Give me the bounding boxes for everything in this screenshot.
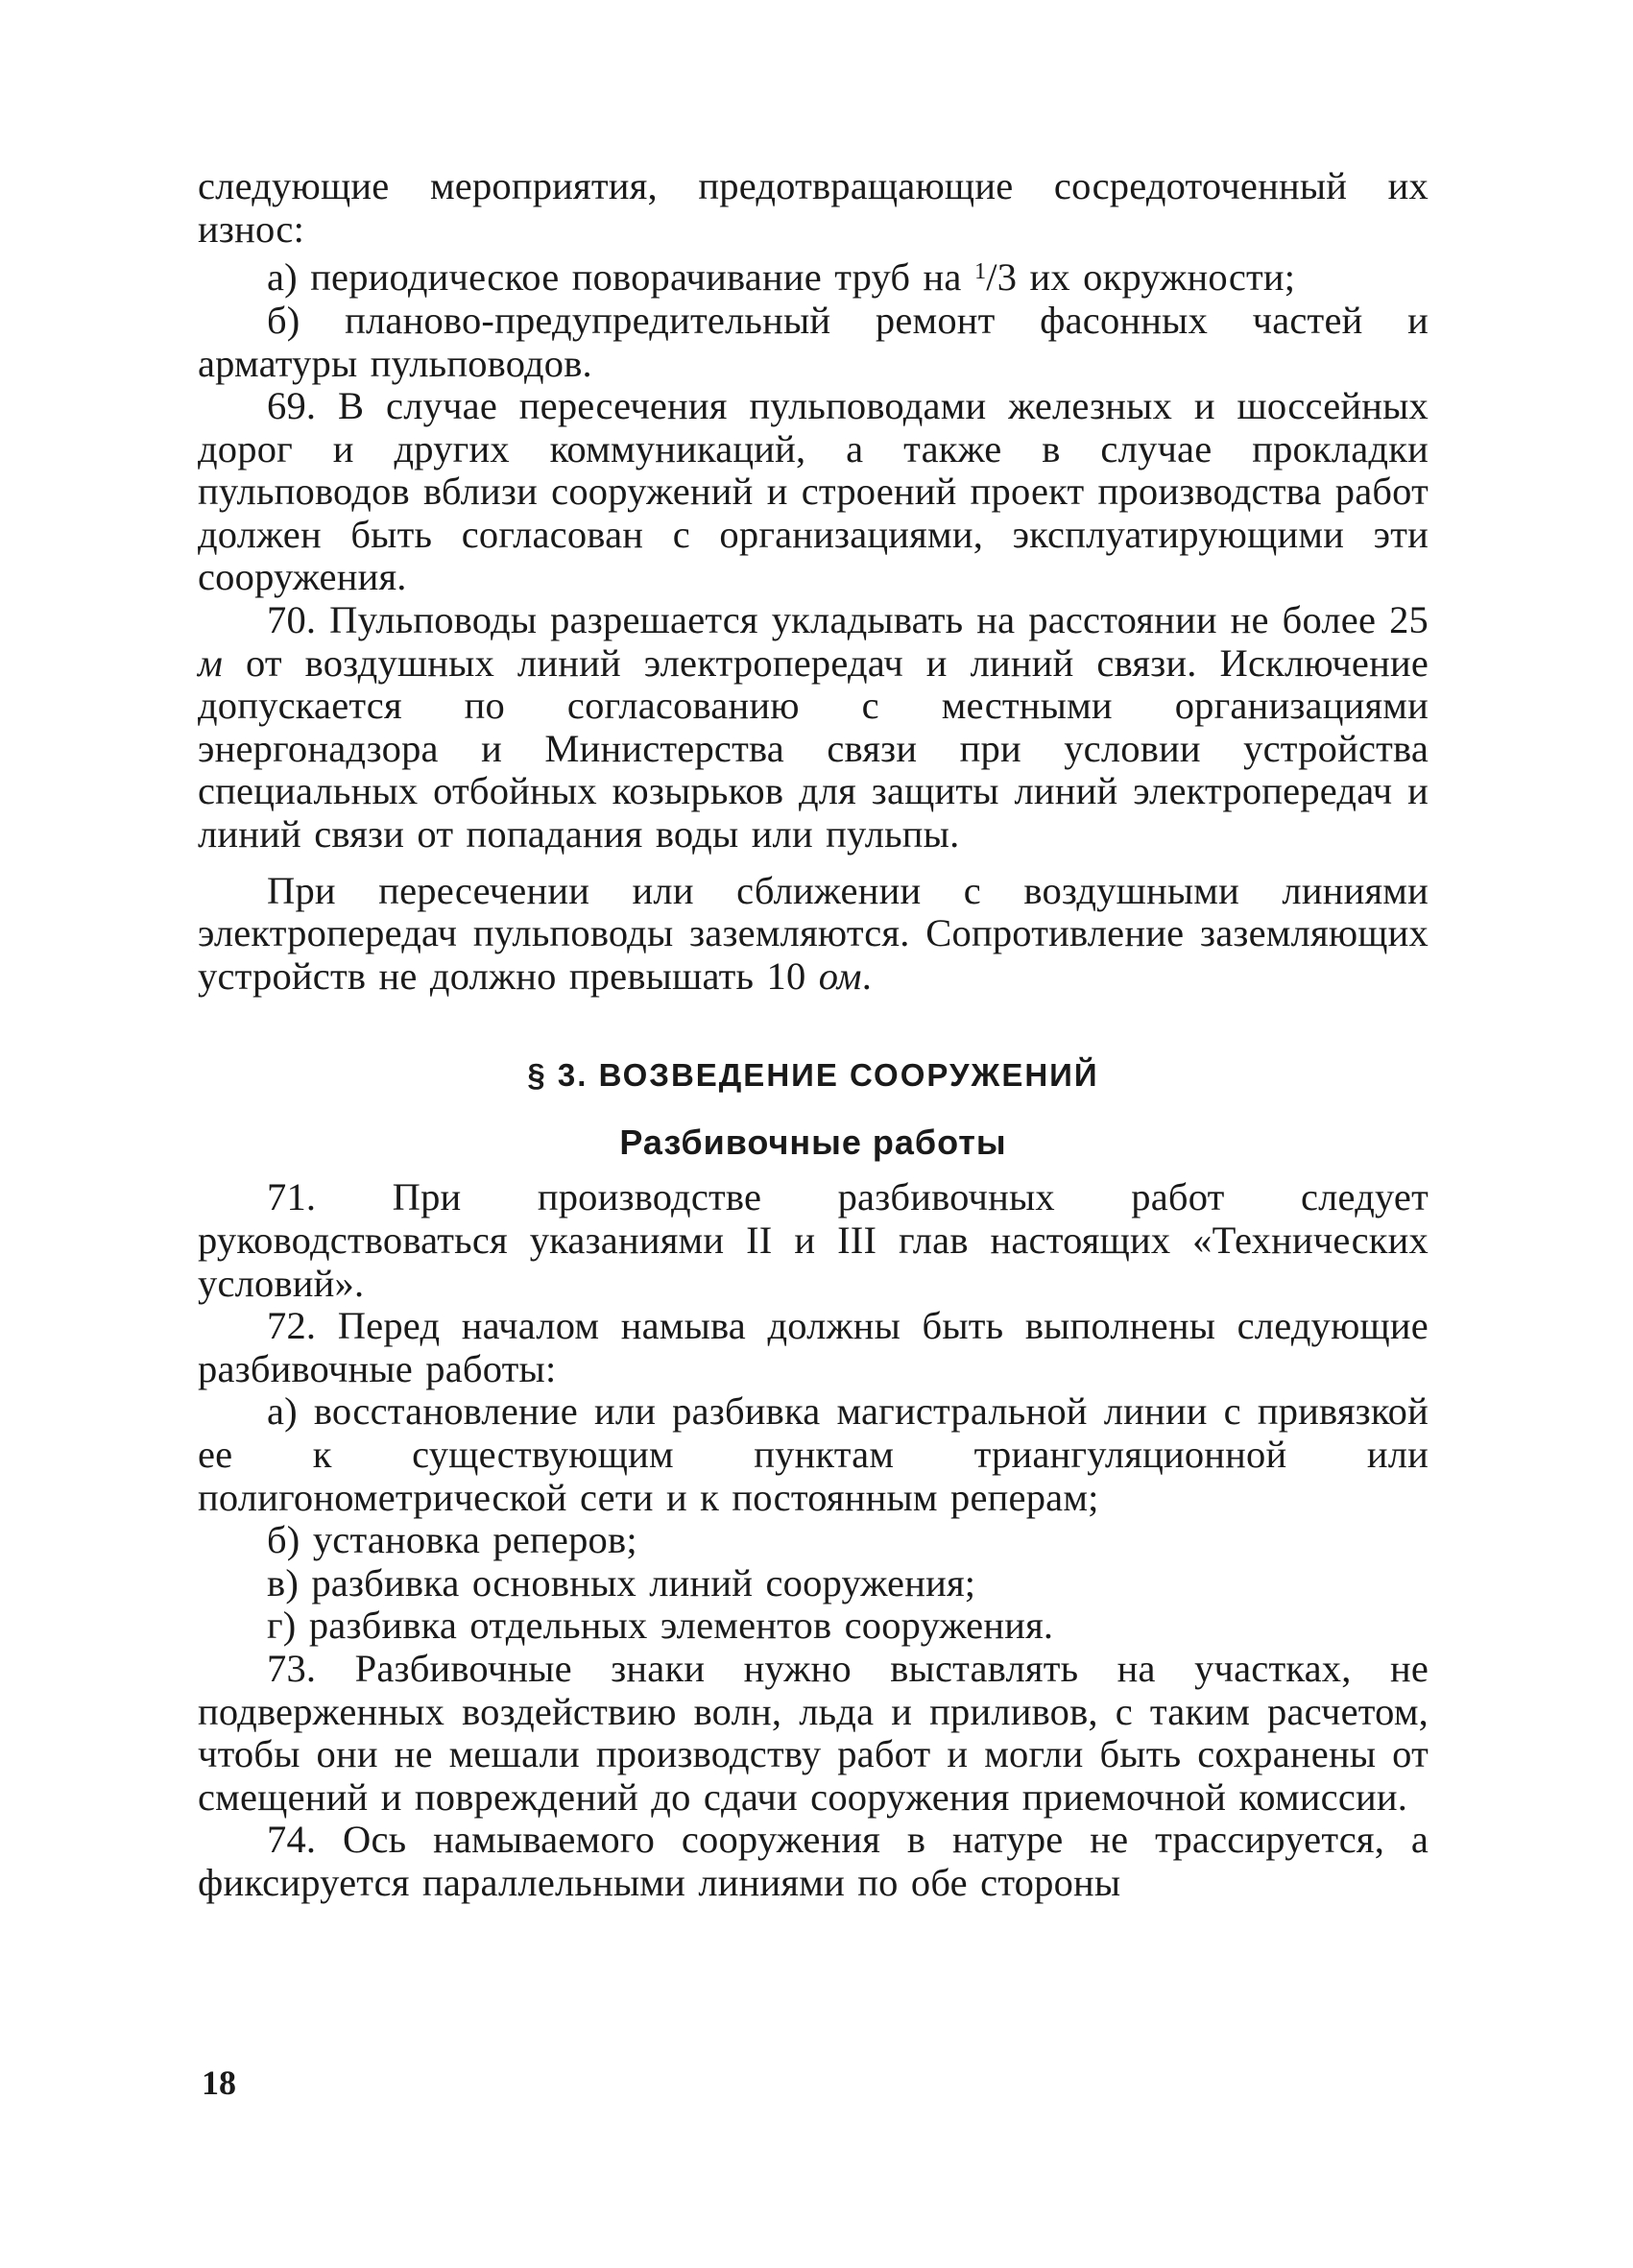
section-subtitle: Разбивочные работы [619,1122,1007,1163]
paragraph-70 [198,599,1429,857]
paragraph-73: 73. Разбивочные знаки нужно выставлять на участках, не подверженных воздействию волн, льда и приливов, с таким расчетом, чтобы они не мешали производству работ и могли быть сохранены от смещений и повреждений до сдачи сооружения приемочной комиссии. [198,1646,1429,1819]
paragraph-grounding-end: . [861,953,873,998]
paragraph-72-d: г) разбивка отдельных элементов сооружения. [267,1604,1054,1648]
unit-ohm: ом [818,953,862,998]
paragraph-item-b: б) планово-предупредительный ремонт фасонных частей и арматуры пульповодов. [198,298,1429,385]
unit-meter: м [198,640,224,685]
paragraph-72-c: в) разбивка основных линий сооружения; [267,1560,976,1604]
fraction-numerator: 1 [973,258,987,285]
paragraph-72-a: а) восстановление или разбивка магистральной линии с привязкой ее к существующим пунктам триангуляционной или полигонометрической сети и к постоянным реперам; [198,1389,1429,1519]
page-body [198,165,1429,1905]
fraction-denominator: /3 [986,255,1018,300]
paragraph-item-a-text-end: их окружности; [1017,255,1296,300]
paragraph-70-text-end: от воздушных линий электропередач и линий связи. Исключение допускается по согласованию с местными организациями энергонадзора и Министерства связи при условии устройства специальных отбойных козырьков для защиты линий электропередач и линий связи от попадания воды или пульпы. [198,640,1429,857]
paragraph-intro: следующие мероприятия, предотвращающие сосредоточенный их износ: [198,164,1429,251]
paragraph-74: 74. Ось намываемого сооружения в натуре не трассируется, а фиксируется параллельными линиями по обе стороны [198,1818,1429,1904]
paragraph-69: 69. В случае пересечения пульповодами железных и шоссейных дорог и других коммуникаций, а также в случае прокладки пульповодов вблизи сооружений и строений проект производства работ должен быть согласован с организациями, эксплуатирующими эти сооружения. [198,384,1429,599]
paragraph-grounding [198,870,1429,999]
paragraph-item-a-text: а) периодическое поворачивание труб на [267,255,974,300]
paragraph-72: 72. Перед началом намыва должны быть выполнены следующие разбивочные работы: [198,1304,1429,1390]
section-title: § 3. ВОЗВЕДЕНИЕ СООРУЖЕНИЙ [527,1057,1099,1094]
page-number: 18 [202,2063,236,2102]
paragraph-70-text: 70. Пульповоды разрешается укладывать на расстоянии не более 25 [267,598,1429,642]
paragraph-grounding-text: При пересечении или сближении с воздушными линиями электропередач пульповоды заземляются. Сопротивление заземляющих устройств не должно превышать 10 [198,868,1429,998]
paragraph-item-a [198,251,1429,300]
paragraph-72-b: б) установка реперов; [267,1518,637,1562]
paragraph-71: 71. При производстве разбивочных работ следует руководствоваться указаниями II и III глав настоящих «Технических условий». [198,1175,1429,1305]
